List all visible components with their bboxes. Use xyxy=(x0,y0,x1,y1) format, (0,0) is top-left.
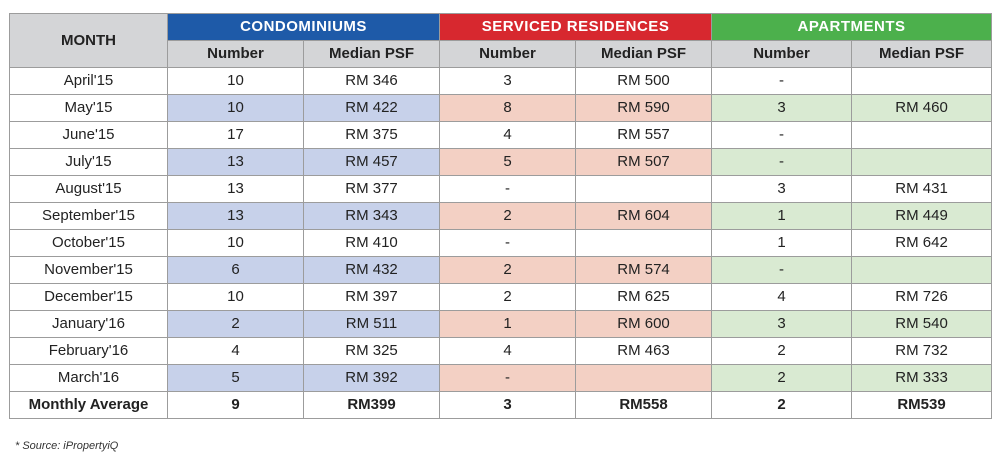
condo-median-psf-header: Median PSF xyxy=(304,41,440,68)
monthly-average-label: Monthly Average xyxy=(10,392,168,419)
apartment-number-average-cell: 2 xyxy=(712,392,852,419)
apartment-number-cell: 2 xyxy=(712,365,852,392)
serviced-median-psf-cell: RM 590 xyxy=(576,95,712,122)
serviced-median-psf-cell: RM 500 xyxy=(576,68,712,95)
table-row xyxy=(10,122,992,149)
apartment-median-psf-cell: RM 449 xyxy=(852,203,992,230)
source-note: * Source: iPropertyiQ xyxy=(15,440,119,452)
month-cell: February'16 xyxy=(10,338,168,365)
apartment-median-psf-cell: RM 333 xyxy=(852,365,992,392)
table-row xyxy=(10,365,992,392)
apartment-number-cell: - xyxy=(712,122,852,149)
condo-median-psf-cell: RM 377 xyxy=(304,176,440,203)
condo-median-psf-cell: RM 410 xyxy=(304,230,440,257)
apartment-number-header: Number xyxy=(712,41,852,68)
monthly-average-row xyxy=(10,392,992,419)
apartment-median-psf-cell: RM 460 xyxy=(852,95,992,122)
serviced-number-cell: 3 xyxy=(440,68,576,95)
condo-median-psf-cell: RM 325 xyxy=(304,338,440,365)
condo-median-psf-cell: RM 457 xyxy=(304,149,440,176)
month-cell: December'15 xyxy=(10,284,168,311)
month-cell: March'16 xyxy=(10,365,168,392)
month-cell: August'15 xyxy=(10,176,168,203)
serviced-number-average-cell: 3 xyxy=(440,392,576,419)
serviced-median-psf-cell: RM 557 xyxy=(576,122,712,149)
month-header: MONTH xyxy=(10,14,168,68)
table-row xyxy=(10,338,992,365)
apartment-median-psf-average-cell: RM539 xyxy=(852,392,992,419)
apartment-median-psf-cell: RM 431 xyxy=(852,176,992,203)
serviced-number-cell: - xyxy=(440,230,576,257)
month-cell: October'15 xyxy=(10,230,168,257)
apartment-number-cell: 1 xyxy=(712,230,852,257)
apartment-number-cell: 3 xyxy=(712,95,852,122)
condo-number-average-cell: 9 xyxy=(168,392,304,419)
month-cell: April'15 xyxy=(10,68,168,95)
month-cell: January'16 xyxy=(10,311,168,338)
condo-number-cell: 4 xyxy=(168,338,304,365)
table-row xyxy=(10,284,992,311)
group-header-row xyxy=(10,14,992,41)
condo-median-psf-cell: RM 432 xyxy=(304,257,440,284)
apartment-median-psf-cell xyxy=(852,68,992,95)
table-row xyxy=(10,149,992,176)
condominiums-header: CONDOMINIUMS xyxy=(168,14,440,41)
apartments-header: APARTMENTS xyxy=(712,14,992,41)
serviced-number-cell: 1 xyxy=(440,311,576,338)
condo-median-psf-average-cell: RM399 xyxy=(304,392,440,419)
serviced-median-psf-cell xyxy=(576,365,712,392)
apartment-median-psf-cell: RM 540 xyxy=(852,311,992,338)
apartment-median-psf-cell xyxy=(852,149,992,176)
condo-number-header: Number xyxy=(168,41,304,68)
condo-number-cell: 10 xyxy=(168,284,304,311)
serviced-median-psf-average-cell: RM558 xyxy=(576,392,712,419)
month-cell: July'15 xyxy=(10,149,168,176)
serviced-median-psf-cell xyxy=(576,230,712,257)
month-cell: May'15 xyxy=(10,95,168,122)
condo-number-cell: 10 xyxy=(168,230,304,257)
serviced-median-psf-cell xyxy=(576,176,712,203)
condo-median-psf-cell: RM 511 xyxy=(304,311,440,338)
serviced-median-psf-cell: RM 604 xyxy=(576,203,712,230)
table-row xyxy=(10,68,992,95)
apartment-number-cell: - xyxy=(712,257,852,284)
property-table-container xyxy=(9,13,991,419)
property-transactions-table xyxy=(9,13,992,419)
apartment-number-cell: 3 xyxy=(712,311,852,338)
serviced-median-psf-cell: RM 574 xyxy=(576,257,712,284)
condo-number-cell: 13 xyxy=(168,176,304,203)
apartment-number-cell: 2 xyxy=(712,338,852,365)
serviced-median-psf-cell: RM 507 xyxy=(576,149,712,176)
condo-number-cell: 17 xyxy=(168,122,304,149)
serviced-number-cell: 4 xyxy=(440,338,576,365)
table-row xyxy=(10,257,992,284)
condo-number-cell: 10 xyxy=(168,68,304,95)
condo-number-cell: 2 xyxy=(168,311,304,338)
serviced-median-psf-cell: RM 625 xyxy=(576,284,712,311)
condo-number-cell: 5 xyxy=(168,365,304,392)
condo-number-cell: 13 xyxy=(168,203,304,230)
apartment-number-cell: 4 xyxy=(712,284,852,311)
condo-number-cell: 6 xyxy=(168,257,304,284)
serviced-number-header: Number xyxy=(440,41,576,68)
serviced-number-cell: 8 xyxy=(440,95,576,122)
condo-median-psf-cell: RM 346 xyxy=(304,68,440,95)
serviced-median-psf-header: Median PSF xyxy=(576,41,712,68)
table-row xyxy=(10,311,992,338)
condo-median-psf-cell: RM 397 xyxy=(304,284,440,311)
apartment-number-cell: 3 xyxy=(712,176,852,203)
condo-median-psf-cell: RM 375 xyxy=(304,122,440,149)
condo-number-cell: 13 xyxy=(168,149,304,176)
apartment-median-psf-cell xyxy=(852,257,992,284)
table-row xyxy=(10,203,992,230)
month-cell: September'15 xyxy=(10,203,168,230)
serviced-number-cell: 2 xyxy=(440,203,576,230)
apartment-median-psf-cell: RM 732 xyxy=(852,338,992,365)
serviced-number-cell: 2 xyxy=(440,257,576,284)
serviced-number-cell: 2 xyxy=(440,284,576,311)
apartment-median-psf-cell xyxy=(852,122,992,149)
condo-median-psf-cell: RM 392 xyxy=(304,365,440,392)
condo-number-cell: 10 xyxy=(168,95,304,122)
serviced-number-cell: 5 xyxy=(440,149,576,176)
serviced-number-cell: - xyxy=(440,365,576,392)
serviced-residences-header: SERVICED RESIDENCES xyxy=(440,14,712,41)
condo-median-psf-cell: RM 343 xyxy=(304,203,440,230)
table-row xyxy=(10,95,992,122)
month-cell: November'15 xyxy=(10,257,168,284)
table-row xyxy=(10,230,992,257)
condo-median-psf-cell: RM 422 xyxy=(304,95,440,122)
serviced-number-cell: - xyxy=(440,176,576,203)
serviced-median-psf-cell: RM 463 xyxy=(576,338,712,365)
table-row xyxy=(10,176,992,203)
apartment-median-psf-header: Median PSF xyxy=(852,41,992,68)
apartment-number-cell: - xyxy=(712,149,852,176)
table-body xyxy=(10,68,992,419)
month-cell: June'15 xyxy=(10,122,168,149)
apartment-number-cell: 1 xyxy=(712,203,852,230)
apartment-median-psf-cell: RM 642 xyxy=(852,230,992,257)
apartment-number-cell: - xyxy=(712,68,852,95)
serviced-number-cell: 4 xyxy=(440,122,576,149)
apartment-median-psf-cell: RM 726 xyxy=(852,284,992,311)
serviced-median-psf-cell: RM 600 xyxy=(576,311,712,338)
